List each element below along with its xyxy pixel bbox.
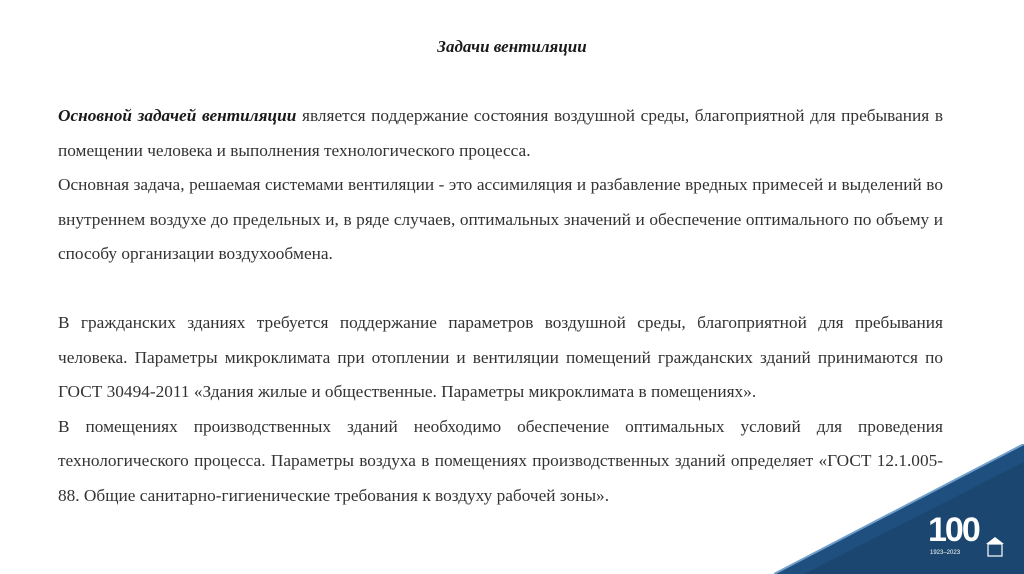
anniversary-logo xyxy=(928,506,1012,558)
intro-paragraph xyxy=(58,99,943,168)
paragraph-spacer xyxy=(58,272,943,307)
logo-years: 1923–2023 xyxy=(930,550,961,556)
slide-title: Задачи вентиляции xyxy=(437,37,587,56)
intro-text: является поддержание состояния воздушной среды, благоприятной для пребывания в помещении человека и выполнения технологического процесса. xyxy=(58,106,943,160)
paragraph-civil-buildings: В гражданских зданиях требуется поддержание параметров воздушной среды, благоприятной для пребывания человека. Параметры микроклимата при отоплении и вентиляции помещений гражданских зданий принимаются по ГОСТ 30494-2011 «Здания жилые и общественные. Параметры микроклимата в помещениях». xyxy=(58,313,943,401)
logo-number: 100 xyxy=(928,511,979,549)
paragraph-main-task: Основная задача, решаемая системами вентиляции - это ассимиляция и разбавление вредных примесей и выделений во внутреннем воздухе до предельных и, в ряде случаев, оптимальных значений и обеспечение оптимального по объему и способу организации воздухообмена. xyxy=(58,175,943,263)
lead-term: Основной задачей вентиляции xyxy=(58,106,297,125)
paragraph-industrial-buildings: В помещениях производственных зданий необходимо обеспечение оптимальных условий для проведения технологического процесса. Параметры воздуха в помещениях производственных зданий определяет «ГОСТ 12.1.005-88. Общие санитарно-гигиенические требования к воздуху рабочей зоны». xyxy=(58,416,943,505)
